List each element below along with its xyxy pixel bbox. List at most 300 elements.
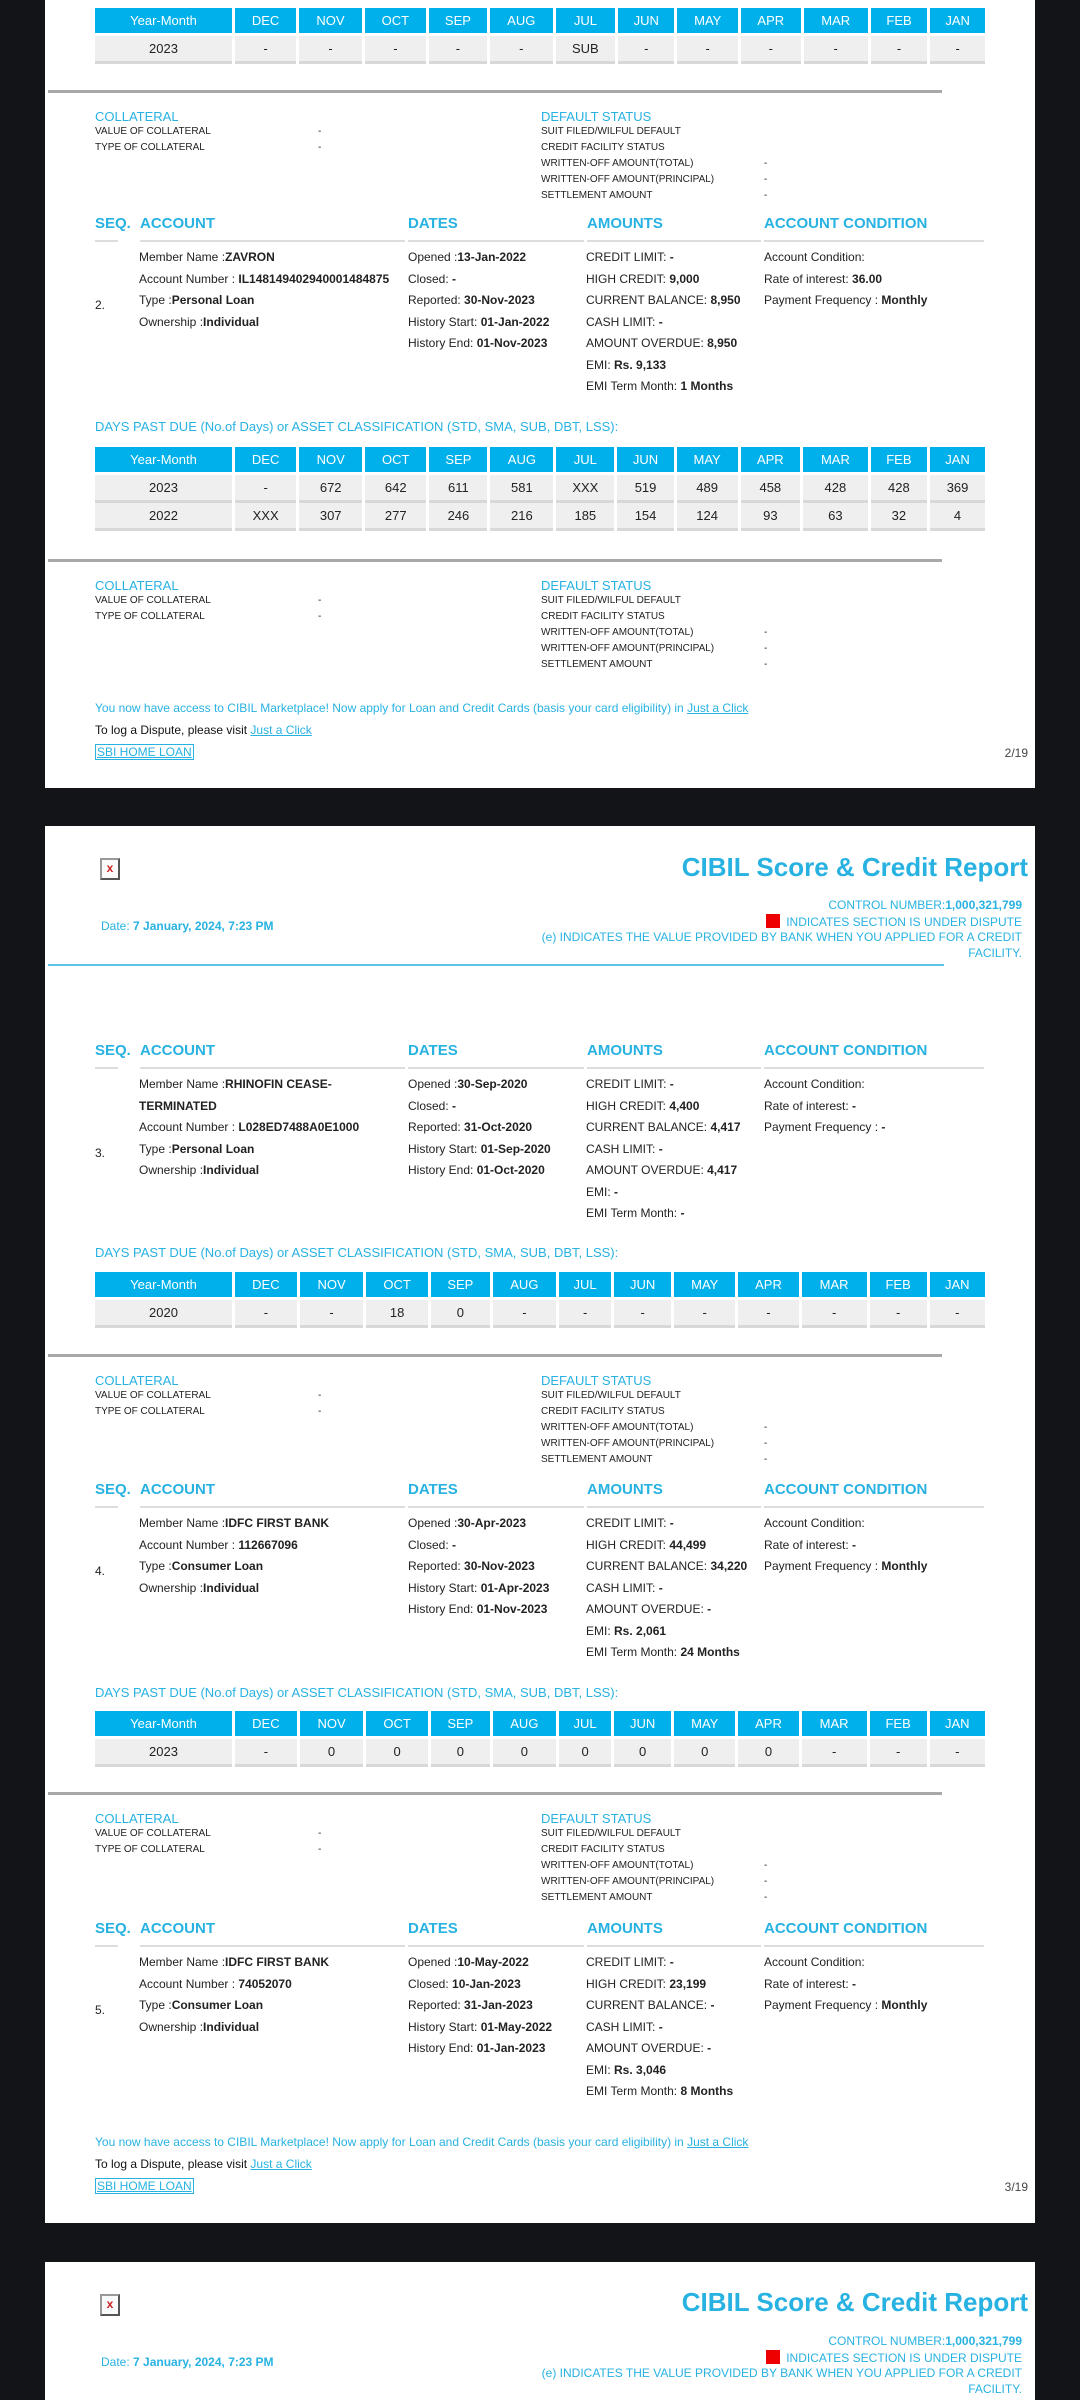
account-number-value: 74052070 xyxy=(238,1976,292,1991)
emi-term xyxy=(586,2081,733,2103)
dpd-value-cell: 489 xyxy=(677,475,738,503)
dpd-value-cell: 0 xyxy=(431,1300,490,1328)
dpd-value-cell: 581 xyxy=(490,475,553,503)
rate-of-interest-value: 36.00 xyxy=(852,271,883,286)
opened-value: 30-Sep-2020 xyxy=(457,1077,528,1091)
emi-term-value: 8 Months xyxy=(680,2084,734,2098)
row-label: WRITTEN-OFF AMOUNT(TOTAL) xyxy=(541,1860,694,1871)
dpd-value-cell: - xyxy=(235,36,296,64)
written-off-principal-row xyxy=(541,641,981,657)
field-label: Reported: xyxy=(408,293,465,307)
dpd-col-jul: JUL xyxy=(556,8,616,36)
field-label: EMI Term Month: xyxy=(586,2084,681,2098)
settlement-amount-row xyxy=(541,1452,981,1468)
page-number: 2/19 xyxy=(1004,746,1028,760)
dpd-value-cell: - xyxy=(870,1300,927,1328)
seq-number: 2. xyxy=(95,298,106,312)
settlement-amount-row xyxy=(541,188,981,204)
field-label: Type : xyxy=(139,1998,172,2012)
history-end-value: 01-Oct-2020 xyxy=(476,1163,545,1177)
field-label: Closed: xyxy=(408,271,453,286)
row-label: WRITTEN-OFF AMOUNT(PRINCIPAL) xyxy=(541,174,715,185)
member-name-value: IDFC FIRST BANK xyxy=(225,1516,330,1530)
collateral-group xyxy=(95,578,535,625)
suit-filed-row xyxy=(541,124,981,140)
type-of-collateral-row xyxy=(95,1842,535,1858)
payment-frequency xyxy=(764,1117,885,1139)
field-label: Opened : xyxy=(408,1077,458,1091)
reported-value: 30-Nov-2023 xyxy=(464,1559,535,1573)
header-underline xyxy=(140,1506,405,1508)
dpd-col-year-month: Year-Month xyxy=(95,1711,232,1739)
cash-limit xyxy=(586,312,741,334)
payment-frequency xyxy=(764,1995,927,2017)
payment-frequency xyxy=(764,1556,927,1578)
account-dates xyxy=(408,247,549,355)
account-number xyxy=(139,1535,329,1557)
history-start-value: 01-May-2022 xyxy=(480,2019,553,2034)
dpd-value-cell: 519 xyxy=(617,475,673,503)
marketplace-link[interactable]: Just a Click xyxy=(687,701,749,715)
high-credit-value: 44,499 xyxy=(669,1537,707,1552)
dpd-col-mar: MAR xyxy=(804,8,868,36)
dpd-value-cell: 0 xyxy=(738,1739,798,1767)
dpd-value-cell: - xyxy=(618,36,674,64)
current-balance-value: 8,950 xyxy=(710,293,741,307)
header-underline xyxy=(140,1067,405,1069)
collateral-title: COLLATERAL xyxy=(95,109,179,124)
field-label: Opened : xyxy=(408,1955,458,1969)
row-value: - xyxy=(764,1876,768,1887)
control-label: CONTROL NUMBER: xyxy=(828,2334,946,2348)
dpd-value-cell: - xyxy=(559,1300,611,1328)
marketplace-promo xyxy=(95,701,748,715)
dpd-value-cell: - xyxy=(738,1300,798,1328)
history-end-value: 01-Nov-2023 xyxy=(476,1602,548,1616)
amount-overdue xyxy=(586,2038,733,2060)
dpd-col-feb: FEB xyxy=(870,1272,927,1300)
emi-value: - xyxy=(614,1184,619,1199)
dpd-row xyxy=(95,1300,985,1328)
dpd-value-cell: 0 xyxy=(674,1739,735,1767)
payment-frequency-value: Monthly xyxy=(881,293,928,307)
field-label: History Start: xyxy=(408,1141,481,1156)
header-underline xyxy=(764,1945,984,1947)
credit-limit xyxy=(586,1952,733,1974)
dpd-value-cell: - xyxy=(804,36,868,64)
cash-limit xyxy=(586,1578,747,1600)
default-status-group xyxy=(541,109,981,204)
section-divider xyxy=(48,90,942,93)
suit-filed-row xyxy=(541,1826,981,1842)
rate-of-interest xyxy=(764,1535,927,1557)
row-value: - xyxy=(318,1828,322,1839)
field-label: Type : xyxy=(139,1559,172,1573)
dpd-col-may: MAY xyxy=(674,1272,735,1300)
field-label: Reported: xyxy=(408,1559,465,1573)
field-label: Closed: xyxy=(408,1537,453,1552)
cash-limit-value: - xyxy=(658,314,663,329)
default-status-group xyxy=(541,1811,981,1906)
amounts-header: AMOUNTS xyxy=(587,1042,663,1059)
cash-limit-value: - xyxy=(658,1141,663,1156)
dpd-col-apr: APR xyxy=(741,447,801,475)
dpd-header-row xyxy=(95,1272,985,1300)
report-date xyxy=(101,2355,274,2369)
dpd-value-cell: 0 xyxy=(431,1739,490,1767)
dpd-col-sep: SEP xyxy=(431,1272,490,1300)
row-value: - xyxy=(764,643,768,654)
dpd-table-account-1 xyxy=(95,8,988,64)
date-value: 7 January, 2024, 7:23 PM xyxy=(133,919,274,933)
dpd-value-cell: 0 xyxy=(300,1739,363,1767)
value-of-collateral-row xyxy=(95,1388,535,1404)
dpd-value-cell: 246 xyxy=(429,503,487,531)
credit-limit xyxy=(586,1074,741,1096)
field-label: HIGH CREDIT: xyxy=(586,1976,670,1991)
credit-facility-status-row xyxy=(541,609,981,625)
section-divider xyxy=(48,1792,942,1795)
field-label: Account Number : xyxy=(139,1537,239,1552)
opened-date xyxy=(408,1074,551,1096)
history-end-value: 01-Nov-2023 xyxy=(476,336,548,350)
dpd-table-account-3 xyxy=(95,1272,988,1328)
dpd-col-aug: AUG xyxy=(493,1711,556,1739)
reported-date xyxy=(408,1117,551,1139)
field-label: CASH LIMIT: xyxy=(586,2019,659,2034)
default-status-title: DEFAULT STATUS xyxy=(541,1373,652,1388)
emi-value: Rs. 2,061 xyxy=(614,1623,667,1638)
bank-note: (e) INDICATES THE VALUE PROVIDED BY BANK WHEN YOU APPLIED FOR A CREDIT xyxy=(541,930,1022,944)
emi-value: Rs. 3,046 xyxy=(614,2062,667,2077)
control-label: CONTROL NUMBER: xyxy=(828,898,946,912)
dispute-legend xyxy=(542,914,1022,931)
member-name xyxy=(139,247,389,269)
dpd-title: DAYS PAST DUE (No.of Days) or ASSET CLASSIFICATION (STD, SMA, SUB, DBT, LSS): xyxy=(95,1685,619,1700)
dpd-col-jan: JAN xyxy=(930,1272,985,1300)
row-label: SUIT FILED/WILFUL DEFAULT xyxy=(541,1828,681,1839)
header-underline xyxy=(95,1945,118,1947)
account-condition-row xyxy=(764,1513,927,1535)
marketplace-link[interactable]: Just a Click xyxy=(687,2135,749,2149)
current-balance xyxy=(586,1556,747,1578)
seq-header: SEQ. xyxy=(95,1481,131,1498)
dpd-value-cell: - xyxy=(300,1300,363,1328)
field-label: CURRENT BALANCE: xyxy=(586,1120,711,1134)
row-label: CREDIT FACILITY STATUS xyxy=(541,142,665,153)
field-label: History End: xyxy=(408,336,477,350)
dpd-value-cell: 124 xyxy=(677,503,738,531)
dpd-year-cell: 2023 xyxy=(95,1739,232,1767)
field-label: Rate of interest: xyxy=(764,271,853,286)
default-status-title: DEFAULT STATUS xyxy=(541,109,652,124)
credit-facility-status-row xyxy=(541,1842,981,1858)
row-label: CREDIT FACILITY STATUS xyxy=(541,611,665,622)
history-start-value: 01-Sep-2020 xyxy=(480,1141,551,1156)
high-credit-value: 9,000 xyxy=(669,271,700,286)
dpd-col-oct: OCT xyxy=(366,1711,428,1739)
field-label: Member Name : xyxy=(139,1077,226,1091)
dpd-col-year-month: Year-Month xyxy=(95,447,232,475)
dpd-col-year-month: Year-Month xyxy=(95,8,232,36)
field-label: CREDIT LIMIT: xyxy=(586,1955,670,1969)
dpd-col-apr: APR xyxy=(738,1711,798,1739)
written-off-total-row xyxy=(541,1420,981,1436)
written-off-total-row xyxy=(541,625,981,641)
row-label: TYPE OF COLLATERAL xyxy=(95,611,205,622)
ownership-value: Individual xyxy=(203,2019,260,2034)
settlement-amount-row xyxy=(541,1890,981,1906)
account-condition xyxy=(764,1513,927,1578)
opened-date xyxy=(408,1513,549,1535)
emi-term-value: 1 Months xyxy=(680,379,734,393)
dpd-col-nov: NOV xyxy=(300,1272,363,1300)
field-label: CURRENT BALANCE: xyxy=(586,1998,711,2012)
field-label: Account Condition: xyxy=(764,1955,865,1969)
account-number xyxy=(139,1974,329,1996)
field-label: Closed: xyxy=(408,1098,453,1113)
opened-date xyxy=(408,1952,552,1974)
credit-limit-value: - xyxy=(669,1516,674,1530)
field-label: CREDIT LIMIT: xyxy=(586,1516,670,1530)
dpd-header-row xyxy=(95,1711,985,1739)
field-label: History Start: xyxy=(408,314,481,329)
dpd-value-cell: 642 xyxy=(365,475,426,503)
account-section-4 xyxy=(0,1481,1080,1681)
current-balance-value: 4,417 xyxy=(710,1120,741,1134)
dpd-col-jul: JUL xyxy=(556,447,614,475)
reported-date xyxy=(408,290,549,312)
dpd-value-cell: - xyxy=(493,1300,556,1328)
dpd-row xyxy=(95,475,985,503)
account-amounts xyxy=(586,247,741,398)
dpd-value-cell: 93 xyxy=(741,503,801,531)
dpd-value-cell: - xyxy=(490,36,553,64)
row-label: VALUE OF COLLATERAL xyxy=(95,1828,211,1839)
field-label: Account Number : xyxy=(139,271,239,286)
ownership xyxy=(139,1578,329,1600)
account-condition-row xyxy=(764,1074,885,1096)
high-credit xyxy=(586,269,741,291)
dates-header: DATES xyxy=(408,1042,458,1059)
high-credit xyxy=(586,1096,741,1118)
dpd-value-cell: - xyxy=(235,1300,297,1328)
dpd-col-nov: NOV xyxy=(300,1711,363,1739)
history-end-value: 01-Jan-2023 xyxy=(476,2041,546,2055)
dpd-col-nov: NOV xyxy=(299,447,362,475)
account-dates xyxy=(408,1074,551,1182)
dpd-table xyxy=(92,447,988,531)
dpd-title: DAYS PAST DUE (No.of Days) or ASSET CLASSIFICATION (STD, SMA, SUB, DBT, LSS): xyxy=(95,419,619,434)
dispute-link[interactable]: Just a Click xyxy=(250,2157,312,2171)
history-end xyxy=(408,2038,552,2060)
row-label: SETTLEMENT AMOUNT xyxy=(541,659,653,670)
row-value: - xyxy=(318,1406,322,1417)
row-label: VALUE OF COLLATERAL xyxy=(95,595,211,606)
emi-value: Rs. 9,133 xyxy=(614,357,667,372)
cash-limit xyxy=(586,1139,741,1161)
dpd-value-cell: 428 xyxy=(803,475,867,503)
dpd-value-cell: XXX xyxy=(556,475,614,503)
field-label: EMI: xyxy=(586,1184,615,1199)
account-number-value: IL148149402940001484875 xyxy=(238,271,390,286)
row-label: TYPE OF COLLATERAL xyxy=(95,142,205,153)
member-name-cont xyxy=(139,1096,359,1118)
member-name-value-cont: TERMINATED xyxy=(139,1098,217,1113)
dispute-link[interactable]: Just a Click xyxy=(250,723,312,737)
reported-value: 31-Jan-2023 xyxy=(464,1998,533,2012)
closed-date xyxy=(408,1974,552,1996)
account-condition-header: ACCOUNT CONDITION xyxy=(764,215,928,232)
sbi-home-loan-link[interactable]: SBI HOME LOAN xyxy=(97,2179,192,2193)
closed-value: 10-Jan-2023 xyxy=(452,1976,521,1991)
dpd-col-oct: OCT xyxy=(366,1272,428,1300)
field-label: Payment Frequency : xyxy=(764,1120,882,1134)
dpd-value-cell: - xyxy=(930,36,985,64)
header-underline xyxy=(587,1067,761,1069)
field-label: CREDIT LIMIT: xyxy=(586,250,670,264)
header-underline xyxy=(764,240,984,242)
dpd-col-feb: FEB xyxy=(871,447,927,475)
payment-frequency-value: Monthly xyxy=(881,1998,928,2012)
dpd-row xyxy=(95,1739,985,1767)
amount-overdue xyxy=(586,333,741,355)
broken-image-icon: x xyxy=(100,858,120,880)
dpd-col-feb: FEB xyxy=(871,8,927,36)
field-label: Member Name : xyxy=(139,1955,226,1969)
dpd-col-dec: DEC xyxy=(235,447,296,475)
header-rule xyxy=(48,964,944,966)
dpd-value-cell: 672 xyxy=(299,475,362,503)
credit-limit-value: - xyxy=(669,1955,674,1969)
closed-date xyxy=(408,1535,549,1557)
field-label: HIGH CREDIT: xyxy=(586,1537,670,1552)
row-value: - xyxy=(764,659,768,670)
dpd-value-cell: 428 xyxy=(871,475,927,503)
field-label: Type : xyxy=(139,293,172,307)
dpd-value-cell: 0 xyxy=(366,1739,428,1767)
field-label: EMI Term Month: xyxy=(586,1206,681,1220)
seq-header: SEQ. xyxy=(95,1920,131,1937)
member-name-value: RHINOFIN CEASE- xyxy=(225,1077,332,1091)
suit-filed-row xyxy=(541,593,981,609)
seq-number: 3. xyxy=(95,1146,106,1160)
account-condition xyxy=(764,247,927,312)
value-of-collateral-row xyxy=(95,124,535,140)
account-number xyxy=(139,269,389,291)
dpd-value-cell: SUB xyxy=(556,36,616,64)
account-type-value: Consumer Loan xyxy=(171,1998,264,2012)
seq-number: 5. xyxy=(95,2003,106,2017)
dpd-row xyxy=(95,36,985,64)
sbi-home-loan-link[interactable]: SBI HOME LOAN xyxy=(97,745,192,759)
field-label: History End: xyxy=(408,1602,477,1616)
type-of-collateral-row xyxy=(95,1404,535,1420)
row-value: - xyxy=(764,627,768,638)
row-label: WRITTEN-OFF AMOUNT(PRINCIPAL) xyxy=(541,1438,715,1449)
high-credit xyxy=(586,1535,747,1557)
dispute-legend-text: INDICATES SECTION IS UNDER DISPUTE xyxy=(786,2350,1022,2365)
dpd-value-cell: 18 xyxy=(366,1300,428,1328)
field-label: EMI: xyxy=(586,357,615,372)
dpd-value-cell: - xyxy=(930,1300,985,1328)
field-label: Account Number : xyxy=(139,1120,239,1134)
rate-of-interest-value: - xyxy=(852,1976,857,1991)
written-off-principal-row xyxy=(541,172,981,188)
type-of-collateral-row xyxy=(95,609,535,625)
dpd-value-cell: 369 xyxy=(930,475,985,503)
account-dates xyxy=(408,1952,552,2060)
closed-value: - xyxy=(452,1537,457,1552)
row-value: - xyxy=(318,595,322,606)
amounts-header: AMOUNTS xyxy=(587,1920,663,1937)
field-label: Account Number : xyxy=(139,1976,239,1991)
account-type-value: Personal Loan xyxy=(171,293,255,307)
date-value: 7 January, 2024, 7:23 PM xyxy=(133,2355,274,2369)
closed-date xyxy=(408,1096,551,1118)
account-details xyxy=(139,1074,359,1182)
account-condition-row xyxy=(764,1952,927,1974)
row-label: SETTLEMENT AMOUNT xyxy=(541,1454,653,1465)
field-label: History Start: xyxy=(408,1580,481,1595)
dates-header: DATES xyxy=(408,215,458,232)
written-off-total-row xyxy=(541,156,981,172)
section-divider xyxy=(48,1354,942,1357)
amount-overdue xyxy=(586,1599,747,1621)
field-label: HIGH CREDIT: xyxy=(586,271,670,286)
current-balance-value: 34,220 xyxy=(710,1559,748,1573)
value-of-collateral-row xyxy=(95,593,535,609)
header-underline xyxy=(408,1067,584,1069)
dpd-value-cell: - xyxy=(235,475,296,503)
row-label: WRITTEN-OFF AMOUNT(TOTAL) xyxy=(541,158,694,169)
account-condition-header: ACCOUNT CONDITION xyxy=(764,1042,928,1059)
field-label: EMI Term Month: xyxy=(586,1645,681,1659)
collateral-title: COLLATERAL xyxy=(95,1811,179,1826)
account-details xyxy=(139,1952,329,2038)
field-label: Rate of interest: xyxy=(764,1098,853,1113)
account-number-value: 112667096 xyxy=(238,1537,298,1552)
dpd-value-cell: 32 xyxy=(871,503,927,531)
field-label: CURRENT BALANCE: xyxy=(586,293,711,307)
dpd-value-cell: - xyxy=(802,1300,867,1328)
field-label: History Start: xyxy=(408,2019,481,2034)
cash-limit xyxy=(586,2017,733,2039)
dpd-col-jul: JUL xyxy=(559,1711,611,1739)
field-label: CURRENT BALANCE: xyxy=(586,1559,711,1573)
member-name xyxy=(139,1513,329,1535)
dpd-value-cell: - xyxy=(674,1300,735,1328)
dpd-value-cell: 0 xyxy=(559,1739,611,1767)
payment-frequency-value: - xyxy=(881,1120,886,1134)
field-label: Rate of interest: xyxy=(764,1976,853,1991)
payment-frequency-value: Monthly xyxy=(881,1559,928,1573)
dpd-value-cell: - xyxy=(677,36,738,64)
reported-date xyxy=(408,1556,549,1578)
collateral-title: COLLATERAL xyxy=(95,1373,179,1388)
account-type-value: Consumer Loan xyxy=(171,1559,264,1573)
field-label: CASH LIMIT: xyxy=(586,1141,659,1156)
current-balance xyxy=(586,1995,733,2017)
account-dates xyxy=(408,1513,549,1621)
dispute-legend-text: INDICATES SECTION IS UNDER DISPUTE xyxy=(786,914,1022,929)
dpd-value-cell: 154 xyxy=(617,503,673,531)
row-value: - xyxy=(764,1454,768,1465)
dpd-col-dec: DEC xyxy=(235,8,296,36)
dpd-table xyxy=(92,1711,988,1767)
dispute-marker-icon xyxy=(766,2350,780,2364)
dpd-col-may: MAY xyxy=(677,447,738,475)
